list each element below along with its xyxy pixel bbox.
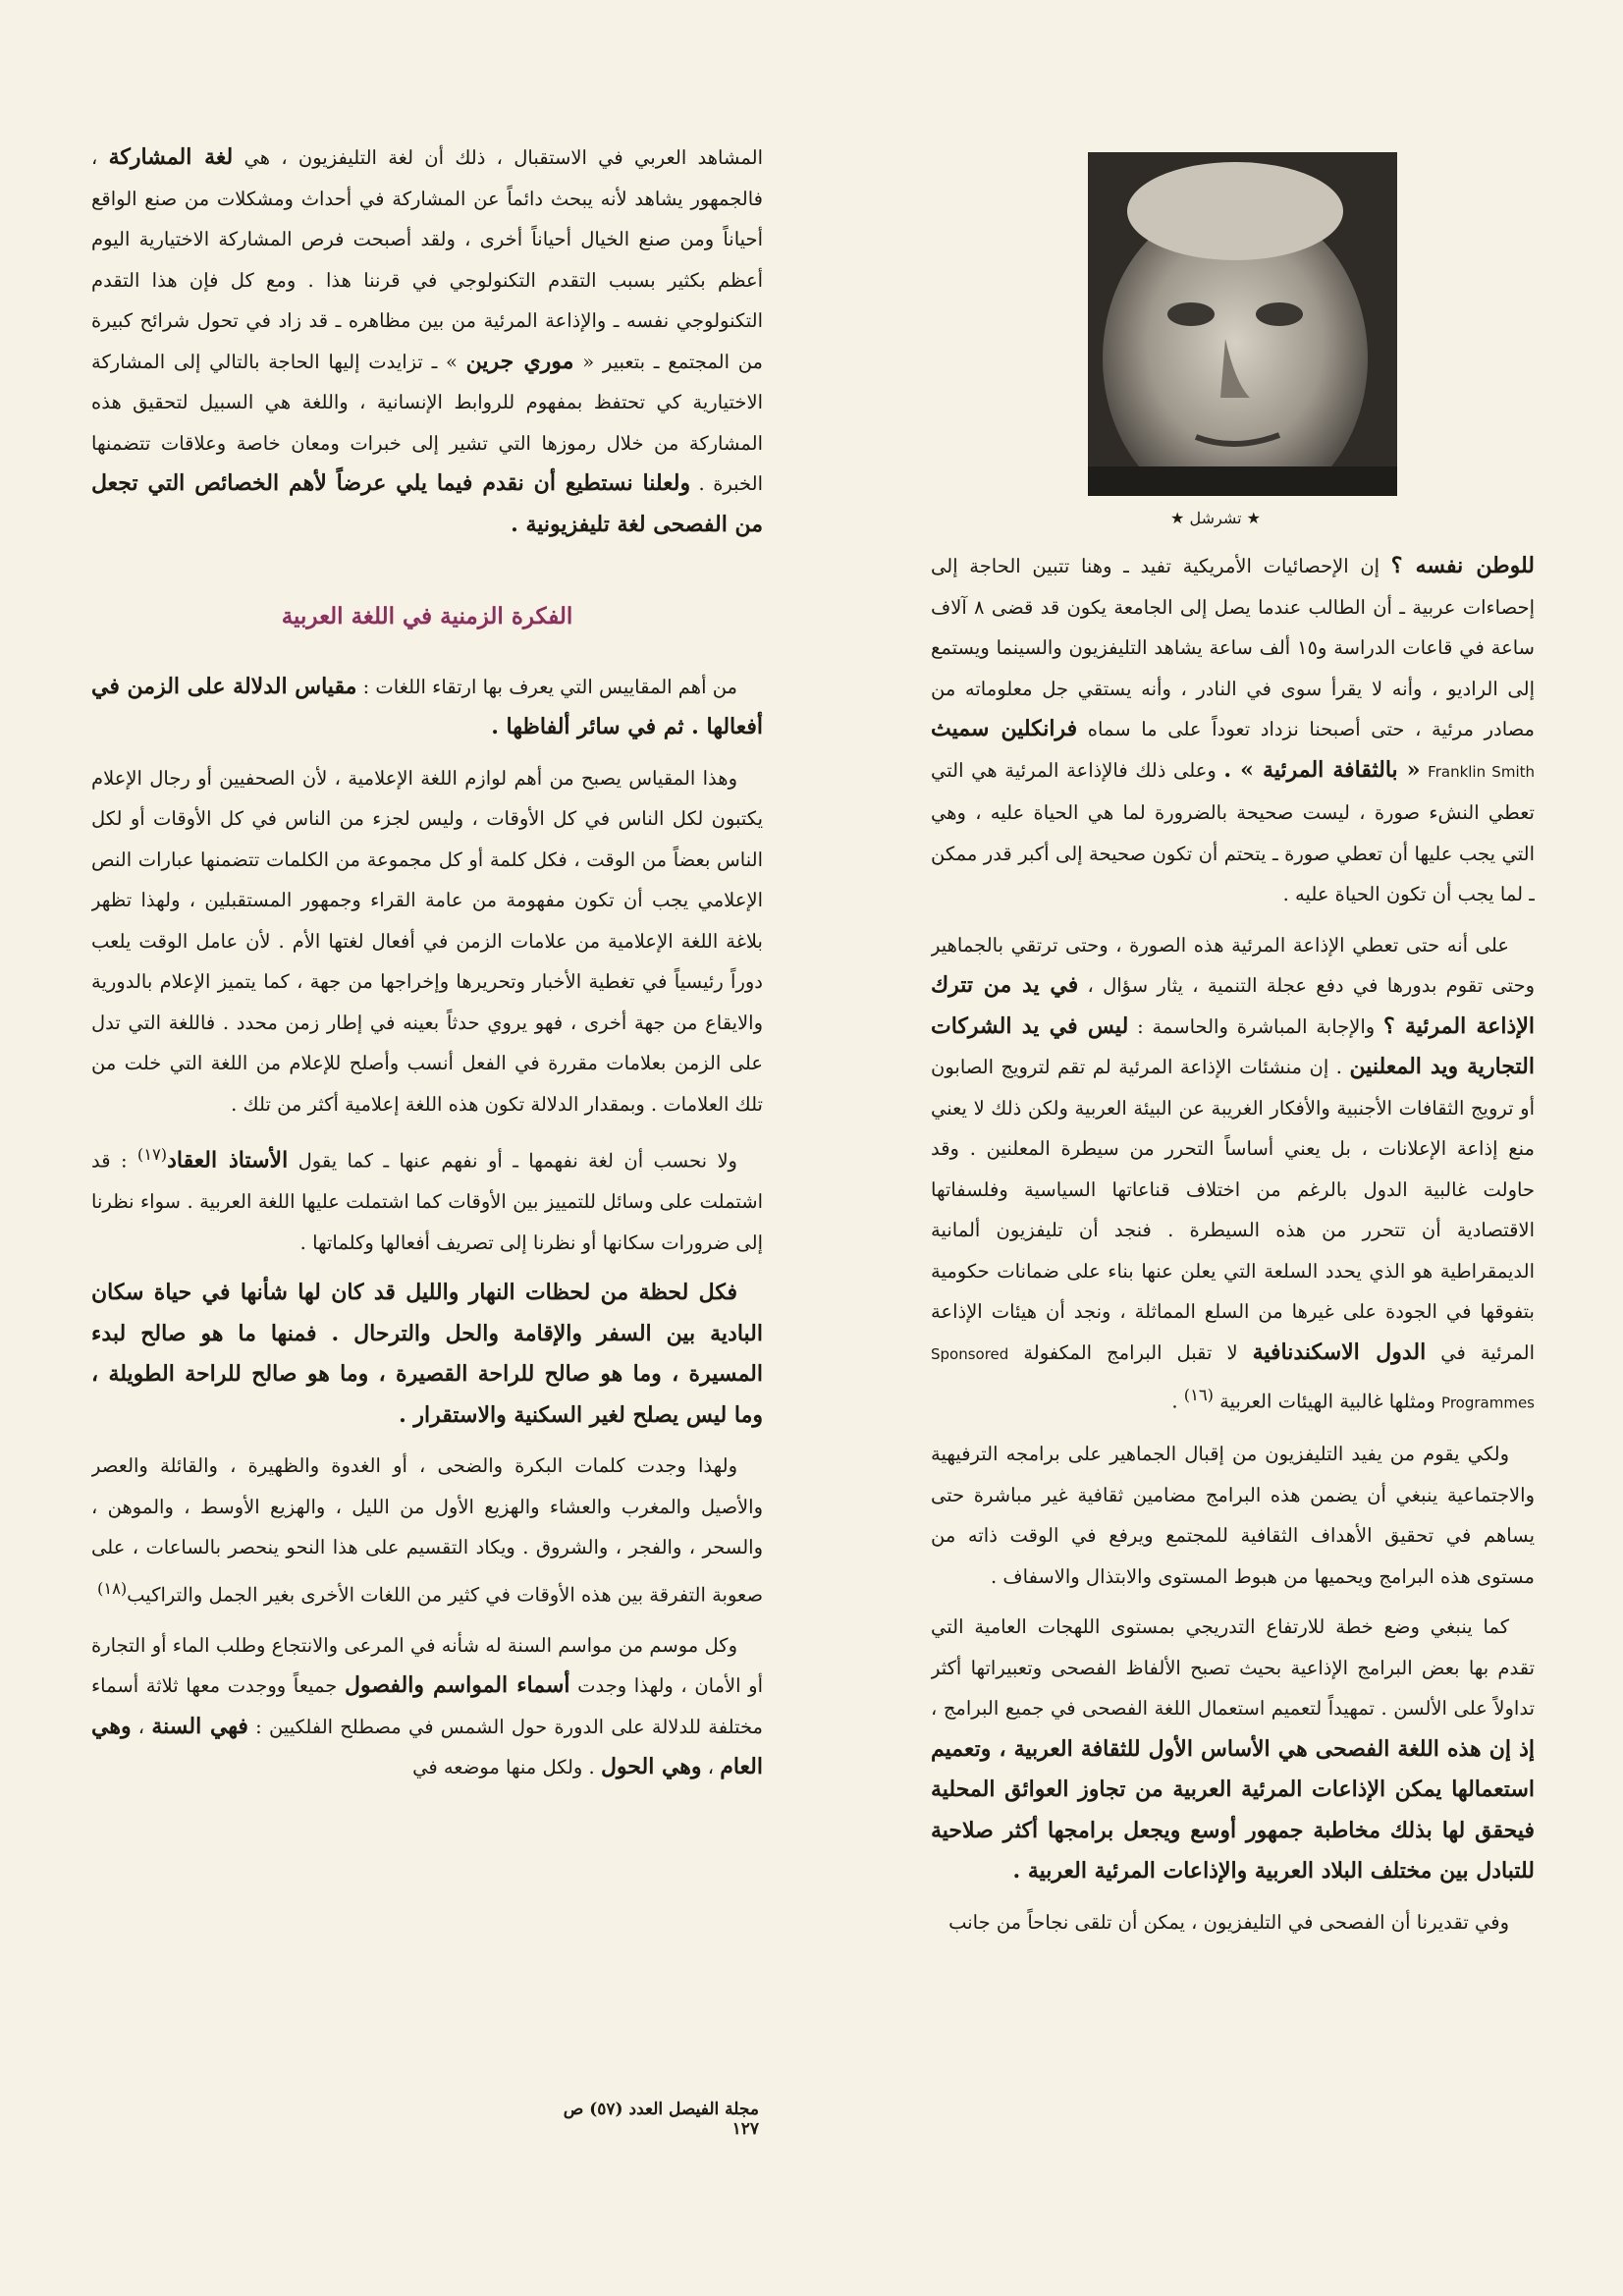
bold-phrase: وهي الحول — [600, 1754, 702, 1779]
text: ولهذا وجدت كلمات البكرة والضحى ، أو الغدوة والظهيرة ، والقائلة والعصر والأصيل والمغرب والعشاء والهزيع الأول من الليل ، والهزيع الأوسط ، والموهن ، والسحر ، والفجر ، والشروق . ويكاد التقسيم على هذا النحو ينحصر بالساعات ، على صعوبة التفرقة بين هذه الأوقات في كثير من اللغات الأخرى بغير الجمل والتراكيب — [91, 1454, 763, 1606]
bold-phrase: ليس في يد الشركات التجارية ويد المعلنين — [931, 1012, 1535, 1079]
paragraph: وفي تقديرنا أن الفصحى في التليفزيون ، يمكن أن تلقى نجاحاً من جانب — [948, 1910, 1509, 1934]
bold-phrase: الدول الاسكندنافية — [1252, 1339, 1427, 1365]
bold-name: الأستاذ العقاد — [167, 1147, 289, 1174]
bold-phrase: فهي السنة — [151, 1713, 248, 1739]
latin-name: Franklin Smith — [1428, 762, 1535, 781]
bold-name: فرانكلين سميث — [931, 716, 1078, 741]
text: ، — [131, 1715, 152, 1738]
bold-phrase: للوطن نفسه ؟ — [1390, 553, 1535, 578]
bold-phrase: في يد من تترك الإذاعة المرئية ؟ — [931, 972, 1535, 1039]
bold-name: موري جرين — [465, 348, 574, 374]
text: ، — [701, 1756, 721, 1778]
bold-phrase: أسماء المواسم والفصول — [344, 1672, 570, 1698]
text: والإجابة المباشرة والحاسمة : — [1128, 1014, 1384, 1038]
text: لا تقبل البرامج المكفولة — [1008, 1340, 1253, 1364]
bold-paragraph: فكل لحظة من لحظات النهار والليل قد كان لها شأنها في حياة سكان البادية بين السفر والإقامة والحل والترحال . فمنها ما هو صالح لبدء المسيرة ، وما هو صالح للراحة القصيرة ، وما هو صالح للراحة الطويلة ، وما ليس يصلح لغير السكنية والاستقرار . — [91, 1280, 763, 1428]
page-footer: مجلة الفيصل العدد (٥٧) ص ١٢٧ — [563, 2100, 759, 2139]
text: » ـ تزايدت إليها الحاجة بالتالي إلى المشاركة الاختيارية كي تحتفظ بمفهوم للروابط الإنسانية ، واللغة هي السبيل لتحقيق هذه المشاركة من خلال رموزها التي تشير إلى خبرات ومعان خاصة وعلاقات تتضمنها الخبرة . — [91, 350, 763, 495]
text: ، فالجمهور يشاهد لأنه يبحث دائماً عن المشاركة في أحداث ومشكلات من صنع الواقع أحياناً ومن صنع الخيال أحياناً أخرى ، ولقد أصبحت فرص المشاركة الاختيارية اليوم أعظم بكثير بسبب التقدم التكنولوجي في قرننا هذا . ومع كل فإن هذا التقدم التكنولوجي نفسه ـ والإذاعة المرئية من بين مظاهره ـ قد زاد في تحول شرائح كبيرة من المجتمع ـ بتعبير « — [91, 146, 763, 373]
churchill-photo — [1088, 152, 1397, 496]
text: . — [1171, 1390, 1184, 1413]
bold-phrase: ولعلنا نستطيع أن نقدم فيما يلي عرضاً لأهم الخصائص التي تجعل من الفصحى لغة تليفزيونية . — [91, 470, 763, 537]
paragraph: وهذا المقياس يصبح من أهم لوازم اللغة الإعلامية ، لأن الصحفيين أو رجال الإعلام يكتبون لكل الناس في كل الأوقات ، وليس لجزء من الناس في كل الأوقات أو لكل الناس بعضاً من الوقت ، فكل كلمة أو كل مجموعة من الكلمات تتضمنها عبارات النص الإعلامي يجب أن تكون مفهومة من عامة القراء وجمهور المستقبلين ، ولهذا تظهر بلاغة اللغة الإعلامية من علامات الزمن في أفعال لغتها الأم . لأن عامل الوقت يلعب دوراً رئيسياً في تغطية الأخبار وتحريرها وإخراجها من جهة ، كما يتميز الإعلام بالدورية والايقاع من جهة أخرى ، فهو يروي حدثاً بعينه في إطار زمن محدد . فاللغة التي تدل على الزمن بعلامات مقررة في الفعل أنسب وأصلح للإعلام من اللغة التي خلت من تلك العلامات . وبمقدار الدلالة تكون هذه اللغة إعلامية أكثر من تلك . — [91, 766, 763, 1116]
right-column — [931, 546, 1535, 2034]
paragraph — [91, 1134, 763, 1263]
text: ومثلها غالبية الهيئات العربية — [1213, 1390, 1442, 1413]
text: وعلى ذلك فالإذاعة المرئية هي التي تعطي النشء صورة ، ليست صحيحة بالضرورة لما هي الحياة عليه ، وهي التي يجب عليها أن تعطي صورة ـ يتحتم أن تكون صحيحة إلى أكبر قدر ممكن ـ لما يجب أن تكون الحياة عليه . — [931, 758, 1535, 905]
bold-phrase: وهي العام — [91, 1713, 763, 1779]
paragraph — [91, 667, 763, 748]
paragraph — [91, 1273, 763, 1436]
bold-phrase: « بالثقافة المرئية » . — [1223, 756, 1421, 783]
paragraph — [931, 925, 1535, 1425]
footnote-ref: (١٨) — [97, 1578, 128, 1598]
text: ولا نحسب أن لغة نفهمها ـ أو نفهم عنها ـ كما يقول — [288, 1149, 737, 1173]
paragraph — [91, 1446, 763, 1615]
paragraph — [931, 1607, 1535, 1892]
text: جميعاً ووجدت معها ثلاثة أسماء مختلفة للدلالة على الدورة حول الشمس في مصطلح الفلكيين : — [91, 1674, 763, 1738]
text: . ولكل منها موضعه في — [412, 1756, 601, 1778]
bold-phrase: إذ إن هذه اللغة الفصحى هي الأساس الأول للثقافة العربية ، وتعميم استعمالها يمكن الإذاعات المرئية العربية من تجاوز العوائق المحلية فيحقق لها بذلك مخاطبة جمهور أوسع ويجعل برامجها أكثر صلاحية للتبادل بين مختلف البلاد العربية والإذاعات المرئية العربية . — [931, 1735, 1535, 1884]
text: كما ينبغي وضع خطة للارتفاع التدريجي بمستوى اللهجات العامية التي تقدم بها بعض البرامج الإذاعية بحيث تصبح الألفاظ الفصحى وتعبيراتها أكثر تداولاً على الألسن . تمهيداً لتعميم استعمال اللغة الفصحى في جميع البرامج ، — [931, 1615, 1535, 1720]
text: من أهم المقاييس التي يعرف بها ارتقاء اللغات : — [356, 675, 737, 698]
text: وكل موسم من مواسم السنة له شأنه في المرعى والانتجاع وطلب الماء أو التجارة أو الأمان ، ولهذا وجدت — [91, 1633, 763, 1697]
photo-caption: ★ تشرشل ★ — [1170, 509, 1261, 527]
text: على أنه حتى تعطي الإذاعة المرئية هذه الصورة ، وحتى ترتقي بالجماهير وحتى تقوم بدورها في دفع عجلة التنمية ، يثار سؤال ، — [931, 933, 1535, 997]
left-column — [91, 137, 763, 2033]
paragraph — [91, 1625, 763, 1788]
paragraph: ولكي يقوم من يفيد التليفزيون من إقبال الجماهير على برامجه الترفيهية والاجتماعية ينبغي أن يضمن هذه البرامج مضامين ثقافية غير مباشرة حتى يساهم في تحقيق الأهداف الثقافية للمجتمع ويرفع في الوقت ذاته من مستوى هذه البرامج ويحميها من هبوط المستوى والابتذال والاسفاف . — [931, 1443, 1535, 1588]
paragraph — [91, 137, 763, 545]
footnote-ref: (١٦) — [1183, 1386, 1214, 1404]
bold-phrase: مقياس الدلالة على الزمن في أفعالها . ثم في سائر ألفاظها . — [91, 673, 763, 739]
text: المشاهد العربي في الاستقبال ، ذلك أن لغة التليفزيون ، هي — [233, 146, 763, 169]
section-heading: الفكرة الزمنية في اللغة العربية — [281, 603, 573, 629]
paragraph — [931, 546, 1535, 915]
portrait-image — [1088, 152, 1397, 496]
bold-phrase: لغة المشاركة — [108, 144, 234, 170]
latin-term: Sponsored Programmes — [931, 1344, 1535, 1412]
text: . إن منشئات الإذاعة المرئية لم تقم لترويج الصابون أو ترويج الثقافات الأجنبية والأفكار الغريبة عن البيئة العربية ولكن ذلك لا يعني منع إذاعة الإعلانات ، بل يعني أساساً التحرر من سيطرة المعلنين . وقد حاولت غالبية الدول بالرغم من اختلاف قناعاتها السياسية وفلسفاتها الاقتصادية أن تتحرر من هذه السيطرة . فنجد أن تليفزيون ألمانية الديمقراطية هو الذي يحدد السلعة التي يعلن عنها بناء على ضمانات حكومية بتفوقها في الجودة على غيرها من السلع المماثلة ، ونجد أن هيئات الإذاعة المرئية في — [931, 1056, 1535, 1364]
text: : قد اشتملت على وسائل للتمييز بين الأوقات كما اشتملت عليها اللغة العربية . سواء نظرنا إلى ضرورات سكانها أو نظرنا إلى تصريف أفعالها وكلماتها . — [91, 1149, 763, 1254]
text: إن الإحصائيات الأمريكية تفيد ـ وهنا تتبين الحاجة إلى إحصاءات عربية ـ أن الطالب عندما يصل إلى الجامعة يكون قد قضى ٨ آلاف ساعة في قاعات الدراسة و١٥ ألف ساعة يشاهد التليفزيون والسينما ويستمع إلى الراديو ، وأنه لا يقرأ سوى في النادر ، وأنه يستقي جل معلوماته من مصادر مرئية ، حتى أصبحنا نزداد تعوداً على ما سماه — [931, 555, 1535, 740]
footnote-ref: (١٧) — [136, 1145, 168, 1164]
